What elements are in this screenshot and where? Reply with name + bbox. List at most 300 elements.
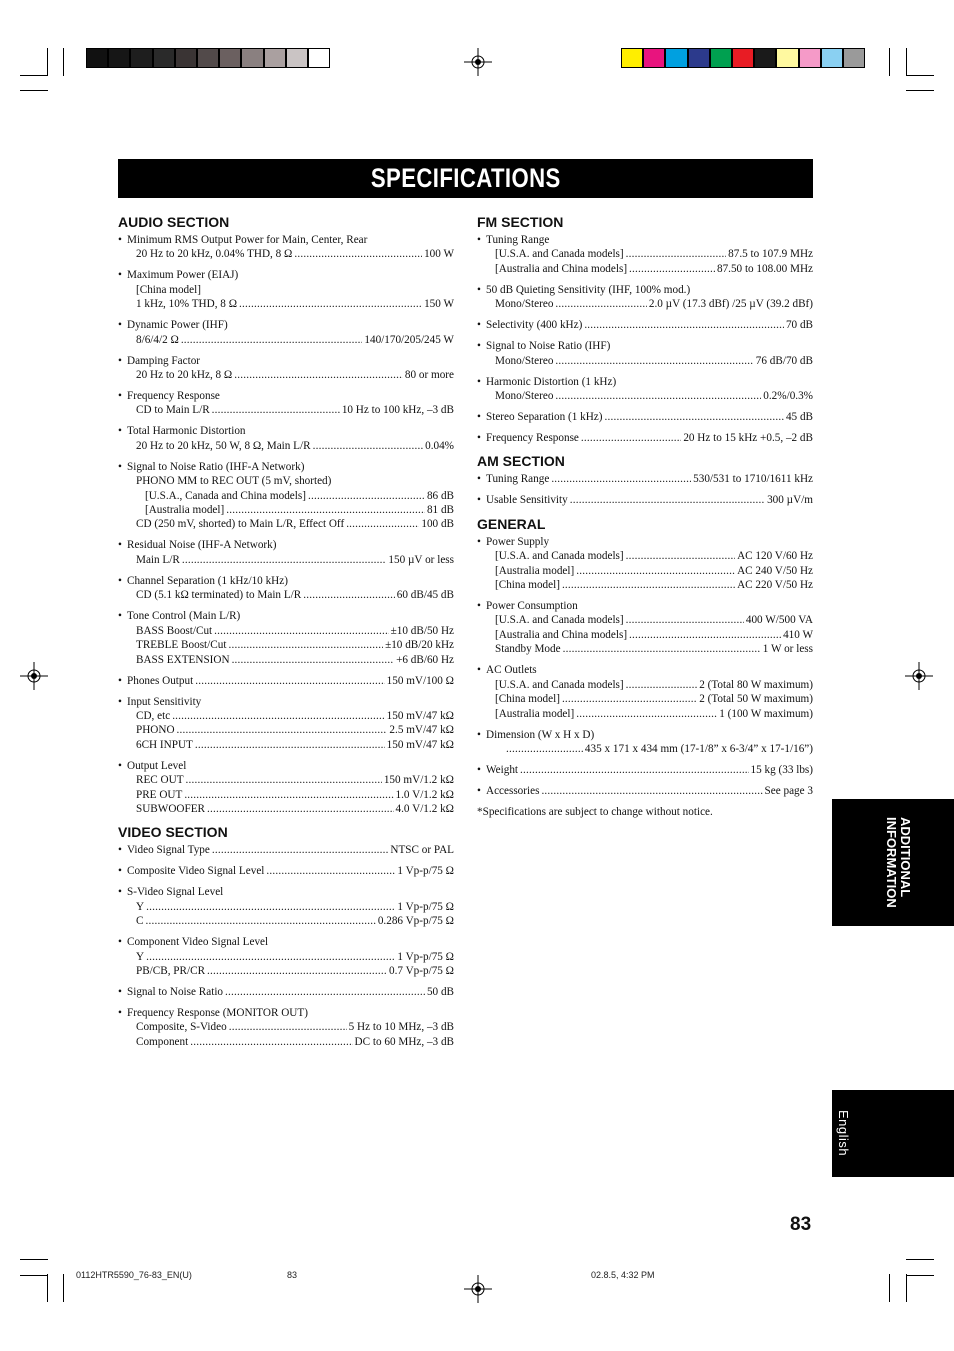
spec-row-value: 150 µV or less (388, 553, 454, 566)
spec-item-label: • Frequency Response (MONITOR OUT) (118, 1006, 454, 1020)
color-swatch (175, 48, 197, 68)
section-title: AM SECTION (477, 453, 565, 470)
spec-item (477, 233, 813, 276)
spec-row-value: See page 3 (764, 784, 813, 797)
color-swatch (821, 48, 843, 68)
spec-item-label: • Residual Noise (IHF-A Network) (118, 538, 454, 552)
spec-row-value: +6 dB/60 Hz (396, 653, 454, 666)
spec-row-value: 150 W (424, 298, 454, 311)
leader-dots (212, 403, 340, 417)
spec-row-value: NTSC or PAL (390, 844, 454, 857)
spec-row-label: 20 Hz to 20 kHz, 8 Ω (136, 369, 233, 382)
spec-row (118, 247, 454, 261)
leader-dots (146, 900, 395, 914)
leader-dots (308, 489, 425, 503)
spec-row (118, 517, 454, 531)
color-swatch (264, 48, 286, 68)
spec-item (477, 472, 813, 486)
spec-row-value: 0.04% (425, 439, 454, 452)
spec-item-label: • Component Video Signal Level (118, 935, 454, 949)
leader-dots (541, 784, 762, 798)
leader-dots (146, 950, 395, 964)
spec-row (477, 493, 813, 507)
spec-row-value: 50 dB (426, 985, 454, 998)
spec-row-value: ±10 dB/20 kHz (385, 639, 454, 652)
color-swatch (130, 48, 152, 68)
spec-row-value: 2 (Total 50 W maximum) (699, 693, 813, 706)
spec-row (477, 472, 813, 486)
leader-dots (266, 864, 395, 878)
spec-row-value: DC to 60 MHz, –3 dB (354, 1035, 454, 1048)
spec-row-label: • Composite Video Signal Level (127, 865, 265, 878)
spec-row (477, 784, 813, 798)
spec-row-label: [Australia model] (145, 504, 225, 517)
leader-dots (605, 410, 784, 424)
spec-row-value: 76 dB/70 dB (755, 354, 813, 367)
spec-row-label: [Australia and China models] (495, 628, 628, 641)
spec-row-value: 530/531 to 1710/1611 kHz (693, 473, 813, 486)
color-swatch (197, 48, 219, 68)
spec-row-value: 1 Vp-p/75 Ω (397, 865, 454, 878)
spec-row-label: [U.S.A. and Canada models] (495, 550, 624, 563)
spec-item-label: • Channel Separation (1 kHz/10 kHz) (118, 574, 454, 588)
spec-row-label: • Usable Sensitivity (486, 494, 568, 507)
leader-dots (576, 564, 735, 578)
leader-dots (234, 368, 403, 382)
spec-item-label: • Dynamic Power (IHF) (118, 318, 454, 332)
spec-row (118, 503, 454, 517)
spec-row (118, 553, 454, 567)
spec-row (118, 950, 454, 964)
spec-row-label: PRE OUT (136, 788, 183, 801)
spec-row (477, 262, 813, 276)
spec-row-label: REC OUT (136, 774, 184, 787)
spec-row (118, 674, 454, 688)
spec-row-label: TREBLE Boost/Cut (136, 639, 227, 652)
spec-row-value: 400 W/500 VA (745, 614, 813, 627)
spec-row (477, 678, 813, 692)
spec-row-value: AC 240 V/50 Hz (737, 564, 813, 577)
color-swatch (643, 48, 665, 68)
spec-row-label: 6CH INPUT (136, 738, 193, 751)
spec-item-label: • 50 dB Quieting Sensitivity (IHF, 100% mod.) (477, 283, 813, 297)
leader-dots (177, 723, 388, 737)
spec-row-value: 1 W or less (762, 643, 813, 656)
color-swatch (754, 48, 776, 68)
leader-dots (207, 802, 394, 816)
spec-row-value: 2 (Total 80 W maximum) (699, 678, 813, 691)
spec-row-label: Mono/Stereo (495, 354, 554, 367)
spec-item (118, 985, 454, 999)
spec-row-value: 20 Hz to 15 kHz +0.5, –2 dB (683, 432, 813, 445)
leader-dots (232, 653, 395, 667)
leader-dots (226, 503, 425, 517)
spec-item (477, 339, 813, 368)
spec-row-label: 20 Hz to 20 kHz, 50 W, 8 Ω, Main L/R (136, 439, 311, 452)
spec-row-label: [China model] (495, 693, 560, 706)
leader-dots (294, 247, 422, 261)
spec-item (118, 538, 454, 567)
spec-item (118, 885, 454, 928)
spec-item (477, 318, 813, 332)
spec-row-label: [U.S.A. and Canada models] (495, 678, 624, 691)
spec-row-label: • Video Signal Type (127, 844, 210, 857)
spec-row-value: 70 dB (785, 319, 813, 332)
side-tab-additional-information (832, 799, 954, 926)
spec-item-label: • Tuning Range (477, 233, 813, 247)
spec-row-value: 100 dB (421, 518, 454, 531)
spec-item (477, 410, 813, 424)
footer-file: 0112HTR5590_76-83_EN(U) (76, 1270, 192, 1280)
spec-row-value: 0.2%/0.3% (763, 390, 813, 403)
spec-row (477, 431, 813, 445)
color-swatch (799, 48, 821, 68)
spec-row-value: 150 mV/1.2 kΩ (383, 774, 454, 787)
leader-dots (562, 692, 697, 706)
color-swatch (153, 48, 175, 68)
color-swatch (621, 48, 643, 68)
spec-row (477, 628, 813, 642)
side-tab-english (832, 1090, 954, 1177)
spec-row (118, 864, 454, 878)
spec-row (118, 333, 454, 347)
spec-item-label: • Input Sensitivity (118, 695, 454, 709)
leader-dots (225, 985, 425, 999)
spec-row-label: [Australia model] (495, 707, 575, 720)
spec-item (118, 609, 454, 667)
spec-item-label: • Signal to Noise Ratio (IHF) (477, 339, 813, 353)
page-title: SPECIFICATIONS (118, 159, 813, 198)
color-swatch (732, 48, 754, 68)
spec-item (118, 1006, 454, 1049)
spec-row-label: Main L/R (136, 553, 180, 566)
spec-item (477, 431, 813, 445)
side-tab-english-label: English (836, 1110, 851, 1157)
spec-row (118, 489, 454, 503)
spec-row-value: 60 dB/45 dB (396, 589, 454, 602)
spec-row-value: 300 µV/m (767, 494, 813, 507)
footer-timestamp: 02.8.5, 4:32 PM (591, 1270, 655, 1280)
spec-row-value: 0.286 Vp-p/75 Ω (377, 915, 454, 928)
spec-row (118, 709, 454, 723)
section-title: VIDEO SECTION (118, 824, 228, 841)
spec-row-value: 1 Vp-p/75 Ω (397, 950, 454, 963)
spec-row-value: AC 120 V/60 Hz (737, 550, 813, 563)
spec-row (477, 549, 813, 563)
side-tab-additional-information-label: ADDITIONAL INFORMATION (884, 817, 913, 908)
registration-mark-bottom-icon (464, 1275, 492, 1303)
spec-item-label: • AC Outlets (477, 663, 813, 677)
spec-row (118, 1035, 454, 1049)
leader-dots (172, 709, 384, 723)
spec-row (118, 802, 454, 816)
spec-row-value: 435 x 171 x 434 mm (17-1/8” x 6-3/4” x 17-1/16”) (584, 742, 813, 755)
spec-row-label: • Accessories (486, 784, 540, 797)
spec-row-label: Composite, S-Video (136, 1021, 227, 1034)
spec-row-label: 1 kHz, 10% THD, 8 Ω (136, 298, 238, 311)
spec-item (118, 268, 454, 311)
spec-item-label: • Maximum Power (EIAJ) (118, 268, 454, 282)
spec-row-value: 1 (100 W maximum) (719, 707, 813, 720)
leader-dots (520, 763, 748, 777)
spec-item-label: • Minimum RMS Output Power for Main, Center, Rear (118, 233, 454, 247)
spec-row-label: • Selectivity (400 kHz) (486, 319, 583, 332)
spec-item-label: • Dimension (W x H x D) (477, 728, 813, 742)
spec-row (118, 723, 454, 737)
spec-row (118, 900, 454, 914)
leader-dots (303, 588, 395, 602)
leader-dots (229, 1020, 347, 1034)
spec-item (118, 318, 454, 347)
spec-row-label: [China model] (495, 579, 560, 592)
spec-row-value: 15 kg (33 lbs) (750, 763, 813, 776)
spec-item (118, 233, 454, 262)
spec-row (118, 638, 454, 652)
registration-mark-right-icon (905, 662, 933, 690)
spec-item-label: • S-Video Signal Level (118, 885, 454, 899)
spec-row-label: PHONO MM to REC OUT (5 mV, shorted) (136, 475, 332, 488)
spec-row (118, 1020, 454, 1034)
spec-item-label: • Power Consumption (477, 599, 813, 613)
spec-row-label: [Australia and China models] (495, 262, 628, 275)
spec-row (118, 588, 454, 602)
registration-mark-left-icon (20, 662, 48, 690)
leader-dots (626, 678, 698, 692)
leader-dots (555, 389, 761, 403)
spec-row-label: Component (136, 1035, 189, 1048)
spec-row (118, 738, 454, 752)
registration-mark-top-icon (464, 48, 492, 76)
spec-row-value: 86 dB (426, 489, 454, 502)
spec-item (477, 283, 813, 312)
spec-row-value: 1 Vp-p/75 Ω (397, 900, 454, 913)
spec-row-label: [U.S.A., Canada and China models] (145, 489, 306, 502)
spec-row-value: 0.7 Vp-p/75 Ω (389, 964, 454, 977)
color-swatch (108, 48, 130, 68)
spec-row (118, 964, 454, 978)
color-swatch (843, 48, 865, 68)
spec-row-label: PB/CB, PR/CR (136, 964, 206, 977)
spec-row (477, 692, 813, 706)
spec-row (118, 474, 454, 488)
spec-row-label: Standby Mode (495, 643, 561, 656)
spec-item-label: • Power Supply (477, 535, 813, 549)
spec-row-value: 4.0 V/1.2 kΩ (395, 802, 454, 815)
spec-item (477, 728, 813, 757)
leader-dots (629, 628, 781, 642)
color-swatch (688, 48, 710, 68)
spec-row-label: BASS EXTENSION (136, 653, 230, 666)
spec-item (477, 375, 813, 404)
spec-item (118, 389, 454, 418)
leader-dots (195, 738, 385, 752)
leader-dots (207, 964, 387, 978)
spec-row (477, 354, 813, 368)
spec-item (477, 663, 813, 721)
spec-row-label: Y (136, 900, 145, 913)
spec-row-label: [U.S.A. and Canada models] (495, 248, 624, 261)
spec-row (118, 788, 454, 802)
section-title: GENERAL (477, 515, 546, 532)
spec-item-label: • Output Level (118, 759, 454, 773)
spec-row (118, 773, 454, 787)
spec-item (118, 460, 454, 532)
spec-row (118, 403, 454, 417)
spec-row-label: CD (5.1 kΩ terminated) to Main L/R (136, 589, 302, 602)
spec-row (118, 843, 454, 857)
spec-row-label: 8/6/4/2 Ω (136, 333, 179, 346)
spec-item (477, 784, 813, 798)
spec-row (477, 642, 813, 656)
spec-item (118, 759, 454, 817)
spec-row-label: CD to Main L/R (136, 404, 210, 417)
leader-dots (195, 674, 384, 688)
spec-row-value: 81 dB (426, 504, 454, 517)
spec-row-value: 1.0 V/1.2 kΩ (395, 788, 454, 801)
leader-dots (181, 333, 363, 347)
spec-row (118, 653, 454, 667)
spec-item (118, 935, 454, 978)
spec-row-value: 150 mV/47 kΩ (386, 738, 454, 751)
spec-item-label: • Tone Control (Main L/R) (118, 609, 454, 623)
leader-dots (239, 297, 422, 311)
spec-row-label: • Phones Output (127, 674, 194, 687)
leader-dots (626, 247, 727, 261)
leader-dots (576, 707, 717, 721)
leader-dots (626, 549, 735, 563)
spec-row-label: • Frequency Response (486, 432, 579, 445)
spec-row-label: PHONO (136, 724, 175, 737)
spec-row (118, 439, 454, 453)
leader-dots (562, 578, 735, 592)
spec-row (477, 564, 813, 578)
spec-row-value: 45 dB (785, 411, 813, 424)
spec-row-label: 20 Hz to 20 kHz, 0.04% THD, 8 Ω (136, 248, 293, 261)
spec-row-value: 410 W (783, 628, 813, 641)
section-title: FM SECTION (477, 214, 564, 230)
spec-item (118, 843, 454, 857)
color-swatch (776, 48, 798, 68)
spec-item (477, 493, 813, 507)
spec-row-value: 10 Hz to 100 kHz, –3 dB (341, 404, 454, 417)
spec-item (118, 864, 454, 878)
leader-dots (570, 493, 765, 507)
spec-item (477, 535, 813, 593)
spec-item-label: • Frequency Response (118, 389, 454, 403)
section-title: AUDIO SECTION (118, 214, 230, 230)
spec-row-value: 2.0 µV (17.3 dBf) /25 µV (39.2 dBf) (648, 298, 813, 311)
leader-dots (555, 354, 753, 368)
spec-row-label: Y (136, 950, 145, 963)
leader-dots (346, 517, 419, 531)
leader-dots (184, 788, 393, 802)
spec-item (477, 763, 813, 777)
spec-row-value: AC 220 V/50 Hz (737, 579, 813, 592)
spec-item-label: • Total Harmonic Distortion (118, 424, 454, 438)
color-swatch (308, 48, 330, 68)
spec-row-label: Mono/Stereo (495, 390, 554, 403)
spec-row-value: 150 mV/47 kΩ (386, 709, 454, 722)
spec-row-label: CD, etc (136, 709, 171, 722)
spec-row (477, 707, 813, 721)
spec-row (118, 914, 454, 928)
spec-row (477, 410, 813, 424)
spec-item (118, 674, 454, 688)
spec-row-label: [China model] (136, 283, 201, 296)
spec-row-value: 150 mV/100 Ω (386, 674, 454, 687)
specifications-note: *Specifications are subject to change without notice. (477, 805, 713, 818)
spec-row-value: 2.5 mV/47 kΩ (389, 724, 454, 737)
leader-dots (145, 914, 375, 928)
spec-row (477, 297, 813, 311)
spec-row (477, 613, 813, 627)
spec-item (118, 424, 454, 453)
leader-dots (186, 773, 382, 787)
leader-dots (228, 638, 383, 652)
spec-row-value: 87.5 to 107.9 MHz (728, 248, 813, 261)
leader-dots (551, 472, 691, 486)
spec-row-label: • Signal to Noise Ratio (127, 985, 224, 998)
color-swatch (241, 48, 263, 68)
leader-dots (313, 439, 424, 453)
leader-dots (581, 431, 681, 445)
spec-row (118, 283, 454, 297)
spec-row-value: 100 W (424, 248, 454, 261)
spec-row (477, 742, 813, 756)
page-number: 83 (790, 1214, 812, 1235)
spec-row-label: • Stereo Separation (1 kHz) (486, 411, 603, 424)
spec-item-label: • Signal to Noise Ratio (IHF-A Network) (118, 460, 454, 474)
spec-row-value: 80 or more (404, 369, 454, 382)
spec-row (477, 763, 813, 777)
spec-row-label: BASS Boost/Cut (136, 624, 213, 637)
spec-item-label: • Damping Factor (118, 354, 454, 368)
leader-dots (555, 297, 646, 311)
spec-row-value: 140/170/205/245 W (364, 333, 454, 346)
leader-dots (182, 553, 387, 567)
footer-page: 83 (287, 1270, 298, 1280)
spec-row (118, 368, 454, 382)
color-swatch (286, 48, 308, 68)
spec-row-value: ±10 dB/50 Hz (390, 624, 454, 637)
leader-dots (212, 843, 389, 857)
spec-item (118, 695, 454, 753)
spec-item (477, 599, 813, 657)
leader-dots (626, 613, 744, 627)
color-swatch (665, 48, 687, 68)
spec-row (118, 297, 454, 311)
leader-dots (584, 318, 784, 332)
spec-row-label: CD (250 mV, shorted) to Main L/R, Effect Off (136, 518, 345, 531)
right-spec-column (477, 210, 813, 819)
spec-row (118, 624, 454, 638)
leader-dots (506, 742, 583, 756)
spec-item-label: • Harmonic Distortion (1 kHz) (477, 375, 813, 389)
leader-dots (629, 262, 715, 276)
color-swatch (710, 48, 732, 68)
spec-row (118, 985, 454, 999)
spec-row-value: 87.50 to 108.00 MHz (716, 262, 813, 275)
spec-item (118, 574, 454, 603)
spec-row-label: • Weight (486, 763, 519, 776)
spec-row-label: • Tuning Range (486, 473, 550, 486)
spec-row (477, 578, 813, 592)
color-swatch (86, 48, 108, 68)
left-spec-column (118, 210, 454, 1056)
spec-row-label: C (136, 915, 144, 928)
leader-dots (190, 1035, 352, 1049)
spec-row (477, 247, 813, 261)
